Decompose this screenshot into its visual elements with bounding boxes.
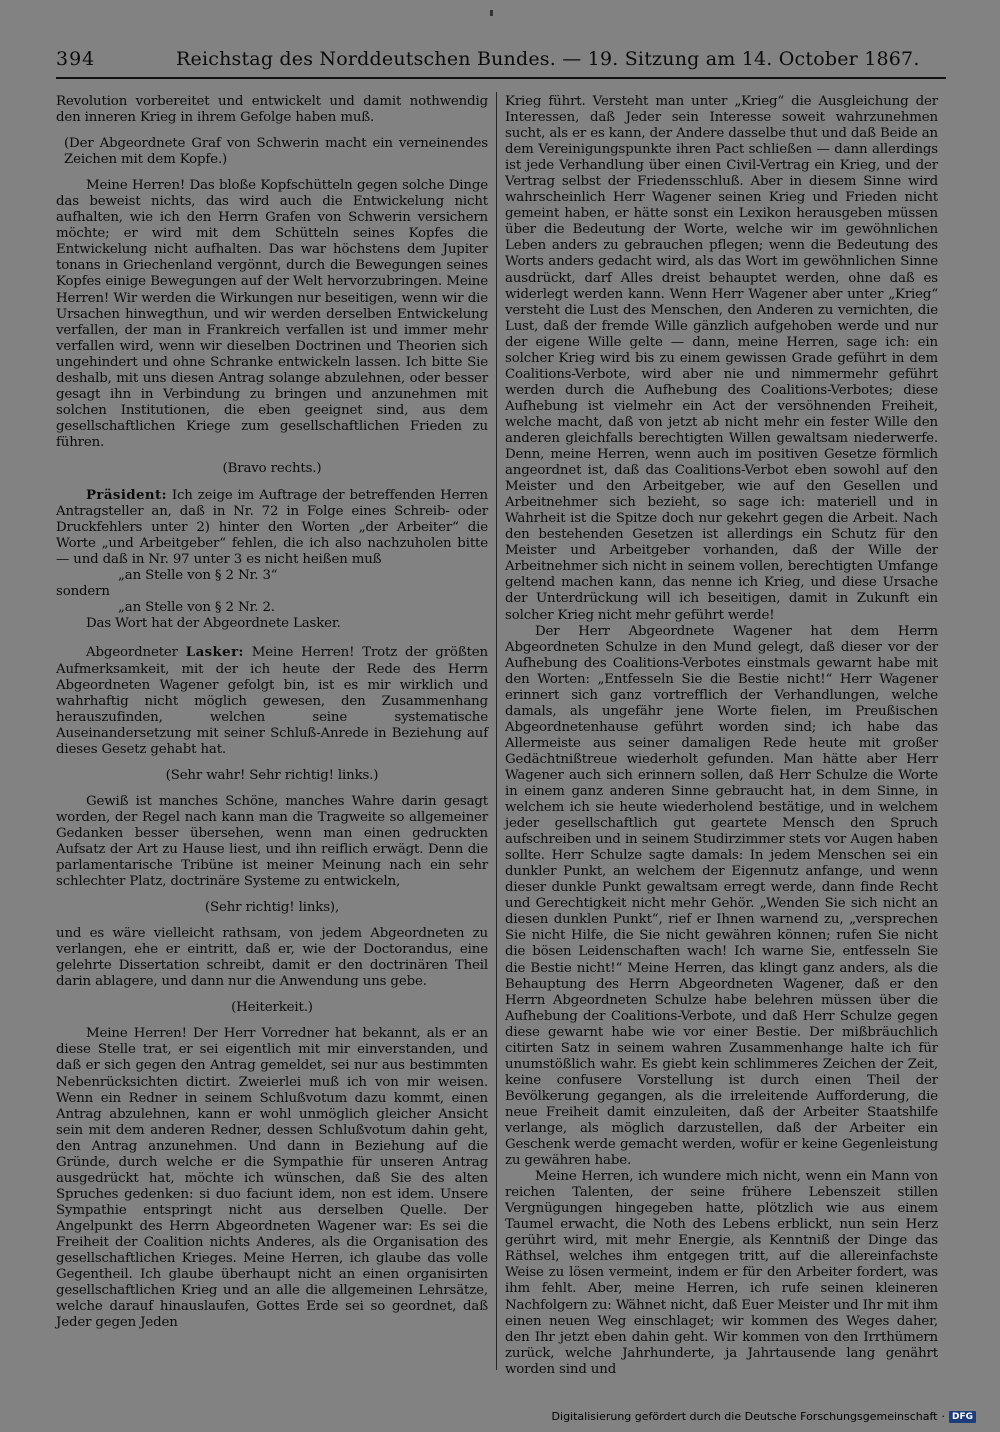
speech-text: Ich zeige im Auftrage der betreffenden Herren Antragsteller an, daß in Nr. 72 in Folge eines Schreib- oder Druckfehlers unter 2) hinter den Worten „der Arbeiter“ die Worte „und Arbeitgeber“ fehlen, die ich also nachzuholen bitte — und daß in Nr. 97 unter 3 es nicht heißen muß bbox=[56, 488, 488, 568]
paragraph: und es wäre vielleicht rathsam, von jedem Abgeordneten zu verlangen, ehe er eintritt, daß er, wie der Doctorandus, eine gelehrte Dissertation schreibt, damit er den doctrinären Theil darin ablagere, und dann nur die Anwendung uns gebe. bbox=[56, 926, 488, 990]
paragraph: Meine Herren, ich wundere mich nicht, wenn ein Mann von reichen Talenten, der seine frühere Lebenszeit stillen Vergnügungen hingegeben hatte, plötzlich wie aus einem Taumel erwacht, die Noth des Lebens erblickt, nun sein Herz gerührt wird, mit mehr Energie, als Kenntniß der Dinge das Räthsel, welches ihm entgegen tritt, auf die allereinfachste Weise zu lösen vermeint, indem er für den Arbeiter fordert, was ihm fehlt. Aber, meine Herren, ich rufe seinen kleineren Nachfolgern zu: Wähnet nicht, daß Euer Meister und Ihr mit ihm einen neuen Weg einschlaget; wir kommen des Weges daher, den Ihr jetzt eben dahin geht. Wir kommen von den Irrthümern zurück, welche Jahrhunderte, ja Jahrtausende lang genährt worden sind und bbox=[505, 1169, 938, 1377]
paragraph: Das Wort hat der Abgeordnete Lasker. bbox=[86, 616, 341, 632]
left-column bbox=[56, 94, 488, 1331]
digitization-credit bbox=[552, 1410, 976, 1423]
speaker-name: Präsident: bbox=[86, 487, 167, 504]
stage-direction: (Der Abgeordnete Graf von Schwerin macht ein verneinendes Zeichen mit dem Kopfe.) bbox=[64, 136, 488, 168]
header-rule bbox=[56, 77, 946, 79]
page-header bbox=[56, 46, 946, 80]
paragraph: Meine Herren! Das bloße Kopfschütteln gegen solche Dinge das beweist nichts, das wird auch die Entwickelung nicht aufhalten, wie ich den Herrn Grafen von Schwerin versichern möchte; er wird mit dem Schütteln seines Kopfes die Entwickelung nicht aufhalten. Das war höchstens dem Jupiter tonans in Griechenland vergönnt, durch die Bewegungen seines Kopfes einige Bewegungen auf der Welt hervorzubringen. Meine Herren! Wir werden die Wirkungen nur beseitigen, wenn wir die Ursachen hinwegthun, und wir werden derselben Entwickelung verfallen, der man in Frankreich verfallen ist und immer mehr verfallen wird, wenn wir dieselben Doctrinen und Theorien sich ungehindert und ohne Schranke entwickeln lassen. Ich bitte Sie deshalb, mit uns diesen Antrag solange abzulehnen, oder besser gesagt ihn in Verbindung zu bringen und anzunehmen mit solchen Institutionen, die eben geeignet sind, aus dem gesellschaftlichen Kriege zum gesellschaftlichen Frieden zu führen. bbox=[56, 178, 488, 450]
running-title: Reichstag des Norddeutschen Bundes. — 19. Sitzung am 14. October 1867. bbox=[176, 48, 920, 70]
stage-direction: (Sehr wahr! Sehr richtig! links.) bbox=[165, 767, 379, 783]
quote-line: „an Stelle von § 2 Nr. 2. bbox=[118, 600, 275, 616]
page-number: 394 bbox=[56, 48, 96, 70]
column-divider bbox=[496, 92, 497, 1370]
speech-text: Meine Herren! Trotz der größten Aufmerksamkeit, mit der ich heute der Rede des Herrn Abgeordneten Wagener gefolgt bin, ist es mir wirklich und wahrhaftig nicht möglich gewesen, den Zusammenhang herauszufinden, welchen seine systematische Auseinandersetzung mit seiner Schluß-Anrede in Beziehung auf dieses Gesetz gehabt hat. bbox=[56, 645, 488, 757]
speaker-name: Lasker: bbox=[185, 644, 244, 661]
quote-line: „an Stelle von § 2 Nr. 3“ bbox=[118, 568, 278, 584]
separator: · bbox=[941, 1410, 945, 1423]
paragraph: Der Herr Abgeordnete Wagener hat dem Herrn Abgeordneten Schulze in den Mund gelegt, daß dieser vor der Aufhebung des Coalitions-Verbotes einstmals gewarnt habe mit den Worten: „Entfesseln Sie die Bestie nicht!“ Herr Wagener erinnert sich ganz vortrefflich der Verhandlungen, welche damals, als ungefähr jene Worte fielen, im Preußischen Abgeordnetenhause geführt worden sind; ich habe das Allermeiste aus seiner damaligen Rede heute mit großer Gedächtnißtreue wiederholt gefunden. Man hätte aber Herr Wagener auch sich erinnern sollen, daß Herr Schulze die Worte in einem ganz anderen Sinne gebraucht hat, in dem Sinne, in welchem ich sie heute wiederholend bestätige, und in welchem jeder gesellschaftlich gut geartete Mensch den Spruch aufschreiben und in seinem Studirzimmer stets vor Augen haben sollte. Herr Schulze sagte damals: In jedem Menschen sei ein dunkler Punkt, an welchem der Eigennutz anfange, und wenn dieser dunkle Punkt gewaltsam erregt werde, dann finde Recht und Gerechtigkeit nicht mehr Gehör. „Wenden Sie sich nicht an diesen dunklen Punkt“, rief er Ihnen warnend zu, „versprechen Sie nicht Hilfe, die Sie nicht gewähren können; rufen Sie nicht die bösen Leidenschaften wach! Ich warne Sie, entfesseln Sie die Bestie nicht!“ Meine Herren, das klingt ganz anders, als die Behauptung des Herrn Abgeordneten Wagener, daß er den Herrn Abgeordneten Schulze habe belehren müssen über die Aufhebung der Coalitions-Verbote, und daß Herr Schulze gegen diese gewarnt habe wie vor einer Bestie. Der mißbräuchlich citirten Satz in seinem wahren Zusammenhange halte ich für unumstößlich wahr. Es giebt kein schlimmeres Zeichen der Zeit, keine confusere Vorstellung ist durch einen Theil der Bevölkerung gegangen, als die irreleitende Aufforderung, die neue Freiheit damit einzuleiten, daß der Arbeiter Staatshilfe verlange, als möglich darzustellen, daß der Arbeiter ein Geschenk werde gemacht werden, wofür er keine Gegenleistung zu gewähren habe. bbox=[505, 623, 938, 1169]
scan-artifact bbox=[490, 10, 493, 16]
stage-direction: (Sehr richtig! links), bbox=[204, 900, 340, 916]
paragraph: Krieg führt. Versteht man unter „Krieg“ die Ausgleichung der Interessen, daß Jeder sein Interesse soweit wahrzunehmen sucht, als er es kann, der Andere dasselbe thut und daß Beide an dem Vereinigungspunkte ihren Pact schließen — dann allerdings ist jede Verhandlung über einen Civil-Vertrag ein Krieg, und der Vertrag selbst der Friedensschluß. Aber in diesem Sinne wird wahrscheinlich Herr Wagener seinen Krieg und Frieden nicht gemeint haben, er hätte sonst ein Lexikon herausgeben müssen über die Bedeutung der Worte, welche wir im gewöhnlichen Leben anders zu gebrauchen pflegen; wenn die Bedeutung des Worts anders gedacht wird, als das Wort im gewöhnlichen Sinne ausdrückt, darf Alles dreist behauptet werden, ohne daß es widerlegt werden kann. Wenn Herr Wagener aber unter „Krieg“ versteht die Lust des Menschen, den Anderen zu vernichten, die Lust, daß der fremde Wille gänzlich aufgehoben werde und nur der eigene Wille gelte — dann, meine Herren, sage ich: ein solcher Krieg wird bis zu einem gewissen Grade geführt in dem Coalitions-Verbote, wird aber nie und nimmermehr geführt werden durch die Aufhebung des Coalitions-Verbotes; diese Aufhebung ist vielmehr ein Act der versöhnenden Freiheit, welche macht, daß von jetzt ab nicht mehr ein fester Wille den anderen gleichfalls berechtigten Willen gewaltsam niederwerfe. Denn, meine Herren, wenn auch im positiven Gesetze förmlich angeordnet ist, daß das Coalitions-Verbot eben sowohl auf den Meister und den Arbeitgeber, wie auf den Gesellen und Arbeitnehmer sich bezieht, so sage ich: materiell und in Wahrheit ist die Spitze doch nur gekehrt gegen die Arbeit. Nach den bestehenden Gesetzen ist allerdings ein Schutz für den Meister und Arbeitgeber vorhanden, daß der Wille der Arbeitnehmer sich nicht in seinem vollen, berechtigten Umfange geltend machen kann, das nenne ich Krieg, und diese Ursache der Unterdrückung will ich beseitigen, damit in Zukunft ein solcher Krieg nicht mehr geführt werde! bbox=[505, 94, 938, 623]
speech-paragraph bbox=[56, 487, 488, 568]
paragraph: sondern bbox=[56, 584, 110, 600]
paragraph: Revolution vorbereitet und entwickelt und damit nothwendig den inneren Krieg in ihrem Gefolge haben muß. bbox=[56, 94, 488, 126]
paragraph: Gewiß ist manches Schöne, manches Wahre darin gesagt worden, der Regel nach kann man die Tragweite so allgemeiner Gedanken besser übersehen, wenn man einen gedruckten Aufsatz der Art zu Hause liest, und ihn reiflich erwägt. Denn die parlamentarische Tribüne ist meiner Meinung nach ein sehr schlechter Platz, doctrinäre Systeme zu entwickeln, bbox=[56, 793, 488, 890]
stage-direction: (Heiterkeit.) bbox=[231, 1000, 313, 1016]
dfg-logo: DFG bbox=[949, 1411, 976, 1423]
speaker-title: Abgeordneter bbox=[86, 645, 186, 661]
right-column bbox=[505, 94, 938, 1378]
credit-text: Digitalisierung gefördert durch die Deutsche Forschungsgemeinschaft bbox=[551, 1410, 938, 1423]
stage-direction: (Bravo rechts.) bbox=[222, 460, 322, 476]
paragraph: Meine Herren! Der Herr Vorredner hat bekannt, als er an diese Stelle trat, er sei eigentlich mit mir einverstanden, und daß er sich gegen den Antrag gemeldet, sei nur aus bestimmten Nebenrücksichten dictirt. Zweierlei muß ich von mir weisen. Wenn ein Redner in seinem Schlußvotum dazu kommt, einen Antrag abzulehnen, kann er wohl unmöglich gleicher Ansicht sein mit dem anderen Redner, dessen Schlußvotum dahin geht, den Antrag anzunehmen. Und dann in Beziehung auf die Gründe, durch welche er die Sympathie für unseren Antrag ausgedrückt hat, möchte ich wünschen, daß Sie des alten Spruches gedenken: si duo faciunt idem, non est idem. Unsere Sympathie entspringt nicht aus derselben Quelle. Der Angelpunkt des Herrn Abgeordneten Wagener war: Es sei die Freiheit der Coalition nichts Anderes, als die Organisation des gesellschaftlichen Krieges. Meine Herren, ich glaube das volle Gegentheil. Ich glaube überhaupt nicht an einen organisirten gesellschaftlichen Krieg und an alle die allgemeinen Lehrsätze, welche darauf hinauslaufen, Gottes Erde sei so geordnet, daß Jeder gegen Jeden bbox=[56, 1026, 488, 1331]
speech-paragraph bbox=[56, 644, 488, 757]
